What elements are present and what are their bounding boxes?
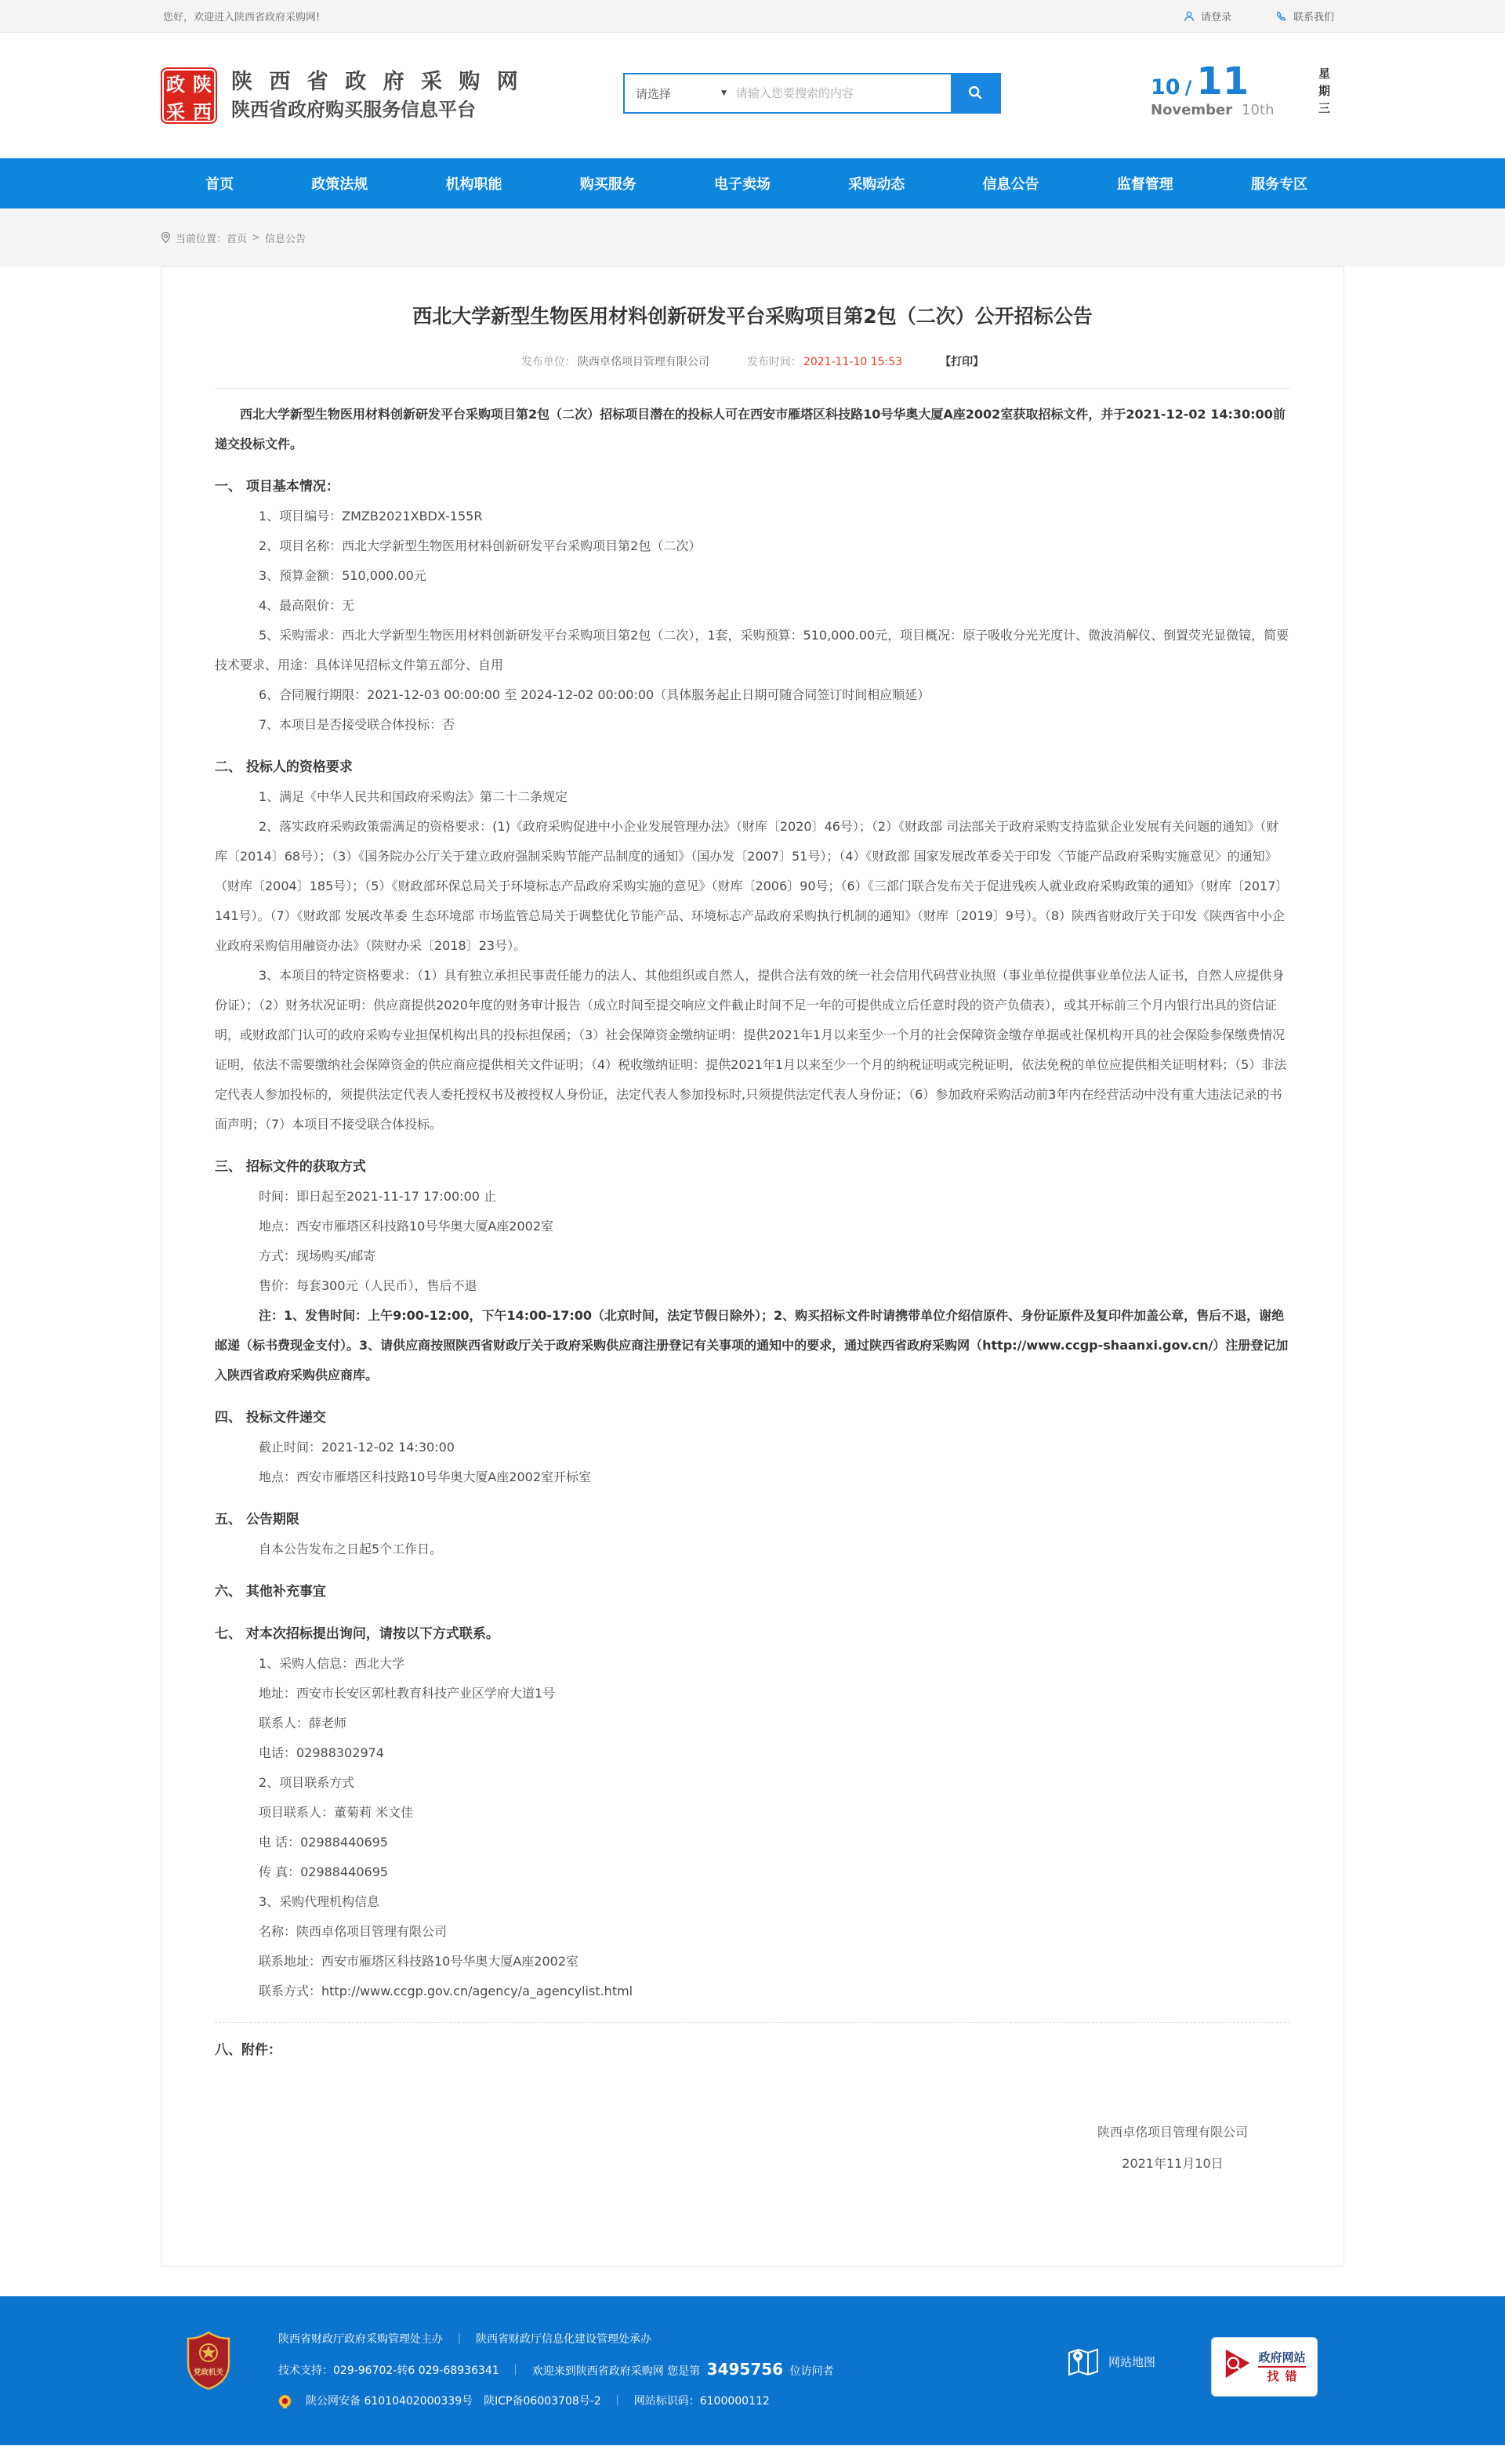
article-paragraph: 西北大学新型生物医用材料创新研发平台采购项目第2包（二次）招标项目潜在的投标人可在西安市雁塔区科技路10号华奥大厦A座2002室获取招标文件，并于2021-12-02 14:30:00前递交投标文件。 — [215, 407, 1286, 451]
footer-tech-support: 技术支持：029-96702-转6 029-68936341 — [278, 2364, 499, 2377]
nav-item-采购动态[interactable]: 采购动态 — [848, 176, 905, 193]
welcome-text: 您好，欢迎进入陕西省政府采购网! — [163, 12, 321, 24]
article-paragraph: 2、项目名称：西北大学新型生物医用材料创新研发平台采购项目第2包（二次） — [259, 538, 702, 553]
article-paragraph: 项目联系人：董菊莉 米文佳 — [259, 1805, 414, 1820]
article-paragraph: 地址：西安市长安区郭杜教育科技产业区学府大道1号 — [259, 1686, 556, 1701]
footer-icp[interactable]: 陕ICP备06003708号-2 — [484, 2395, 601, 2408]
search-box — [623, 73, 1001, 114]
section-heading: 八、附件： — [215, 2042, 281, 2058]
article-paragraph: 注：1、发售时间：上午9:00-12:00，下午14:00-17:00（北京时间，法定节假日除外）；2、购买招标文件时请携带单位介绍信原件、身份证原件及复印件加盖公章，售后不退，谢绝邮递（标书费现金支付）。3、请供应商按照陕西省财政厅关于政府采购供应商注册登记有关事项的通知中的要求，通过陕西省政府采购网（http://www.ccgp-shaanxi.gov.cn/）注册登记加入陕西省政府采购供应商库。 — [215, 1308, 1289, 1382]
print-button[interactable]: 【打印】 — [940, 356, 985, 368]
login-link[interactable] — [1183, 9, 1231, 24]
gov-site-error-report-badge[interactable] — [1211, 2337, 1318, 2397]
date-day: 11 — [1196, 60, 1249, 103]
announcement-card — [161, 266, 1344, 2267]
search-select-label: 请选择 — [636, 86, 672, 101]
breadcrumb — [0, 208, 1505, 266]
signature-date: 2021年11月10日 — [1122, 2156, 1224, 2171]
article-paragraph: 1、满足《中华人民共和国政府采购法》第二十二条规定 — [259, 789, 568, 804]
article-paragraph: 电话：02988302974 — [259, 1745, 384, 1760]
police-badge-icon — [278, 2394, 292, 2409]
article-paragraph: 7、本项目是否接受联合体投标：否 — [259, 717, 455, 732]
site-subtitle: 陕西省政府购买服务信息平台 — [231, 99, 476, 121]
section-heading: 三、 招标文件的获取方式 — [215, 1159, 366, 1175]
article-paragraph: 地点：西安市雁塔区科技路10号华奥大厦A座2002室 — [259, 1219, 554, 1234]
article-paragraph: 联系人：薛老师 — [259, 1716, 347, 1730]
page-title: 西北大学新型生物医用材料创新研发平台采购项目第2包（二次）公开招标公告 — [412, 305, 1093, 328]
breadcrumb-label: 当前位置： — [176, 233, 227, 245]
error-report-line1: 政府网站 — [1258, 2351, 1305, 2368]
footer-organizer: 陕西省财政厅政府采购管理处主办 — [278, 2333, 443, 2346]
article-paragraph: 联系方式：http://www.ccgp.gov.cn/agency/a_agencylist.html — [259, 1984, 633, 1998]
article-paragraph: 1、采购人信息：西北大学 — [259, 1656, 405, 1671]
publisher-value: 陕西卓佲项目管理有限公司 — [577, 356, 709, 368]
footer-site-id: 网站标识码：6100000112 — [633, 2395, 770, 2408]
topbar-links — [1183, 9, 1334, 24]
error-report-line2: 找错 — [1267, 2368, 1304, 2383]
breadcrumb-current[interactable]: 信息公告 — [264, 233, 306, 245]
bottom-strip — [0, 2445, 1505, 2464]
signature-block — [1055, 2117, 1290, 2180]
visitor-suffix: 位访问者 — [789, 2365, 834, 2378]
nav-item-监督管理[interactable]: 监督管理 — [1116, 176, 1173, 193]
visitor-prefix: 欢迎来到陕西省政府采购网 您是第 — [531, 2365, 701, 2378]
article-paragraph: 地点：西安市雁塔区科技路10号华奥大厦A座2002室开标室 — [259, 1469, 592, 1484]
section-heading: 二、 投标人的资格要求 — [215, 759, 353, 775]
footer-undertaker: 陕西省财政厅信息化建设管理处承办 — [476, 2333, 651, 2346]
date-widget — [1151, 60, 1333, 130]
error-report-flag-icon — [1223, 2348, 1253, 2386]
article-paragraph: 1、项目编号：ZMZB2021XBDX-155R — [259, 509, 483, 524]
footer-line-3 — [278, 2386, 834, 2416]
date-numbers — [1151, 60, 1333, 103]
logo-char: 西 — [193, 101, 212, 123]
logo-char: 采 — [166, 101, 185, 123]
date-ordinal: 10th — [1242, 102, 1275, 118]
article-paragraph: 时间：即日起至2021-11-17 17:00:00 止 — [259, 1189, 497, 1204]
nav-item-首页[interactable]: 首页 — [205, 176, 234, 193]
search-input[interactable] — [734, 74, 951, 112]
sitemap-link[interactable] — [1066, 2342, 1155, 2381]
content-divider — [215, 2022, 1290, 2023]
article-paragraph: 联系地址：西安市雁塔区科技路10号华奥大厦A座2002室 — [259, 1954, 579, 1969]
contact-label: 联系我们 — [1293, 12, 1334, 24]
breadcrumb-separator: > — [252, 231, 260, 244]
date-month-name: November — [1151, 102, 1233, 118]
signature-name: 陕西卓佲项目管理有限公司 — [1097, 2125, 1248, 2140]
article-paragraph: 5、采购需求：西北大学新型生物医用材料创新研发平台采购项目第2包（二次），1套，采购预算：510,000.00元，项目概况：原子吸收分光光度计、微波消解仪、倒置荧光显微镜，简要技术要求、用途：具体详见招标文件第五部分、自用 — [215, 628, 1289, 672]
footer-beian[interactable]: 陕公网安备 61010402000339号 — [306, 2395, 473, 2408]
date-sub — [1151, 102, 1333, 118]
article-paragraph: 6、合同履行期限：2021-12-03 00:00:00 至 2024-12-02 00:00:00（具体服务起止日期可随合同签订时间相应顺延） — [259, 687, 930, 702]
article-paragraph: 售价：每套300元（人民币），售后不退 — [259, 1278, 477, 1293]
section-heading: 一、 项目基本情况： — [215, 479, 339, 495]
nav-item-服务专区[interactable]: 服务专区 — [1251, 176, 1307, 193]
footer-visitor-text — [532, 2354, 834, 2386]
footer-line-2 — [278, 2354, 834, 2386]
phone-icon — [1275, 10, 1288, 23]
search-icon — [966, 84, 984, 103]
article-paragraph: 2、落实政府采购政策需满足的资格要求：(1)《政府采购促进中小企业发展管理办法》（财库〔2020〕46号）；（2）《财政部 司法部关于政府采购支持监狱企业发展有关问题的通知》（财库〔2014〕68号）；（3）《国务院办公厅关于建立政府强制采购节能产品制度的通知》（国办发〔2007〕51号）；（4）《财政部 国家发展改革委关于印发〈节能产品政府采购实施意见〉的通知》（财库〔2004〕185号）；（5）《财政部环保总局关于环境标志产品政府采购实施的意见》（财库〔2006〕90号；（6）《三部门联合发布关于促进残疾人就业政府采购政策的通知》（财库〔2017〕141号）。（7）《财政部 发展改革委 生态环境部 市场监管总局关于调整优化节能产品、环境标志产品政府采购执行机制的通知》（财库〔2019〕9号）。（8）陕西省财政厅关于印发《陕西省中小企业政府采购信用融资办法》（陕财办采〔2018〕23号）。 — [215, 819, 1289, 953]
meta-divider — [215, 388, 1290, 389]
contact-link[interactable] — [1275, 9, 1334, 24]
article-paragraph: 自本公告发布之日起5个工作日。 — [259, 1542, 443, 1556]
error-report-text — [1258, 2351, 1305, 2383]
article-paragraph: 4、最高限价：无 — [259, 598, 355, 613]
date-weekday: 星期三 — [1317, 67, 1331, 119]
article-meta — [215, 353, 1290, 369]
section-heading: 六、 其他补充事宜 — [215, 1584, 326, 1600]
site-footer — [0, 2296, 1505, 2445]
footer-line-1 — [278, 2324, 834, 2354]
article-paragraph: 传 真：02988440695 — [259, 1864, 389, 1879]
site-logo — [161, 67, 217, 124]
nav-item-机构职能[interactable]: 机构职能 — [445, 176, 502, 193]
login-label: 请登录 — [1200, 12, 1231, 24]
svg-text:党政机关: 党政机关 — [193, 2368, 224, 2377]
footer-text — [278, 2324, 834, 2416]
footer-divider: ｜ — [510, 2364, 521, 2377]
section-heading: 四、 投标文件递交 — [215, 1410, 326, 1426]
site-header — [0, 33, 1505, 158]
date-month: 10 — [1151, 75, 1180, 100]
publisher — [521, 353, 709, 369]
article-paragraph: 2、项目联系方式 — [259, 1775, 355, 1790]
top-bar — [0, 0, 1505, 33]
publish-time — [747, 353, 902, 369]
brand-text — [231, 71, 523, 121]
nav-item-购买服务[interactable]: 购买服务 — [579, 176, 636, 193]
user-icon — [1183, 10, 1195, 23]
publish-time-value: 2021-11-10 15:53 — [803, 356, 903, 368]
visitor-count: 3495756 — [706, 2360, 784, 2379]
article-paragraph: 截止时间：2021-12-02 14:30:00 — [259, 1440, 455, 1455]
article-paragraph: 名称：陕西卓佲项目管理有限公司 — [259, 1924, 448, 1939]
nav-item-电子卖场[interactable]: 电子卖场 — [714, 176, 771, 193]
footer-divider: ｜ — [611, 2395, 623, 2408]
breadcrumb-home[interactable]: 首页 — [227, 233, 248, 245]
publish-time-label: 发布时间： — [746, 356, 802, 368]
article-body — [215, 400, 1290, 2065]
publisher-label: 发布单位： — [520, 356, 576, 368]
brand[interactable] — [161, 67, 523, 124]
footer-divider: ｜ — [454, 2333, 465, 2346]
map-icon — [1066, 2342, 1101, 2381]
search-category-select[interactable] — [625, 74, 734, 112]
article-paragraph: 电 话：02988440695 — [259, 1835, 389, 1850]
article-paragraph: 3、采购代理机构信息 — [259, 1894, 380, 1909]
article-paragraph: 3、预算金额：510,000.00元 — [259, 568, 426, 583]
location-pin-icon — [161, 231, 171, 244]
government-shield-icon — [186, 2331, 231, 2393]
search-button[interactable] — [951, 74, 999, 112]
article-paragraph: 方式：现场购买/邮寄 — [259, 1248, 376, 1263]
article-paragraph: 3、本项目的特定资格要求：（1）具有独立承担民事责任能力的法人、其他组织或自然人，提供合法有效的统一社会信用代码营业执照（事业单位提供事业单位法人证书，自然人应提供身份证）；（2）财务状况证明：供应商提供2020年度的财务审计报告（成立时间至提交响应文件截止时间不足一年的可提供成立后任意时段的资产负债表），或其开标前三个月内银行出具的资信证明，或财政部门认可的政府采购专业担保机构出具的投标担保函；（3）社会保障资金缴纳证明：提供2021年1月以来至少一个月的社会保障资金缴存单据或社保机构开具的社会保险参保缴费情况证明，依法不需要缴纳社会保障资金的供应商应提供相关文件证明；（4）税收缴纳证明：提供2021年1月以来至少一个月的纳税证明或完税证明，依法免税的单位应提供相关证明材料；（5）非法定代表人参加投标的，须提供法定代表人委托授权书及被授权人身份证，法定代表人参加投标时,只须提供法定代表人身份证；（6）参加政府采购活动前3年内在经营活动中没有重大违法记录的书面声明；（7）本项目不接受联合体投标。 — [215, 968, 1287, 1132]
nav-item-政策法规[interactable]: 政策法规 — [311, 176, 368, 193]
sitemap-label: 网站地图 — [1108, 2354, 1156, 2369]
section-heading: 七、 对本次招标提出询问，请按以下方式联系。 — [215, 1626, 499, 1642]
main-nav — [0, 158, 1505, 208]
logo-char: 政 — [166, 74, 185, 96]
logo-char: 陕 — [193, 74, 212, 96]
date-slash: / — [1184, 77, 1192, 99]
nav-item-信息公告[interactable]: 信息公告 — [982, 176, 1039, 193]
section-heading: 五、 公告期限 — [215, 1512, 299, 1527]
chevron-down-icon: ▼ — [721, 89, 727, 97]
site-name: 陕 西 省 政 府 采 购 网 — [231, 70, 523, 94]
